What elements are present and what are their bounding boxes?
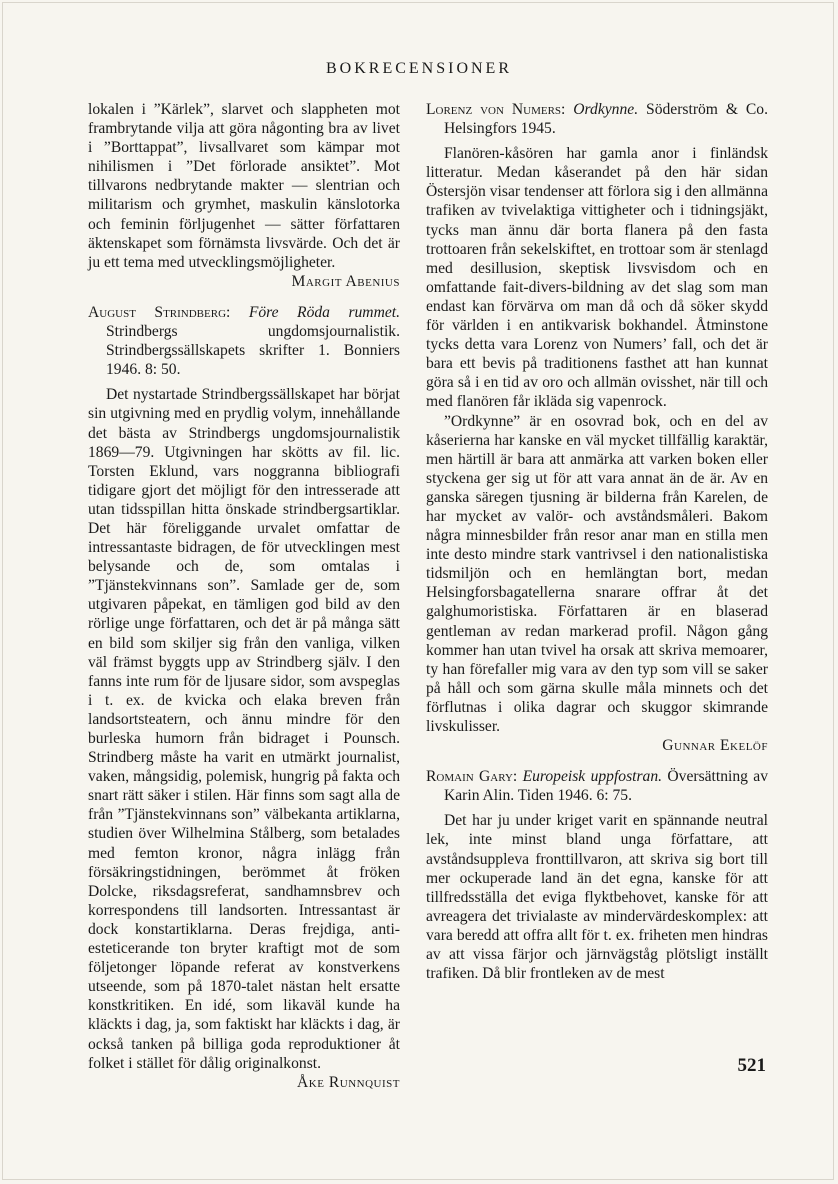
review-details: Söderström & Co. Helsingfors 1945. [444,101,768,138]
running-head: BOKRECENSIONER [325,60,512,77]
review-details: Översättning av Karin Alin. Tiden 1946. 6: 75. [444,768,768,805]
page-number: 521 [737,1055,766,1076]
review-title: Europeisk uppfostran. [522,768,663,786]
paragraph-kärlek-review-end: lokalen i ”Kärlek”, slarvet och slappheten mot frambrytande vilja att göra någonting bra av livet i ”Borttappat”, livsallvaret som kämpar mot nihilismen i ”Det förlorade ansiktet”. Mot tillvarons nedbrytande makter — slentrian och militarism och grymhet, maskulin känslotorka och feminin förljugenhet — sätter författaren äktenskapet som förnämsta livsvärde. Och det är ju ett tema med utvecklingsmöjligheter. [88,101,400,271]
review-author: Romain Gary [426,768,513,786]
review-author: Lorenz von Numers [426,101,562,118]
review-author: August Strindberg [88,303,227,321]
paragraph-ordkynne-2: ”Ordkynne” är en osovrad bok, och en del av kåserierna har kanske en väl mycket tillfällig karaktär, men härtill är bara att anmärka att varken boken eller styckena ger sig ut för att vara annat än de är. Av en ganska säregen tjusning är bilderna från Karelen, de har mycket av valör- och avståndsmåleri. Bakom några minnesbilder från resor anar man en stilla men inte desto mindre stark vantrivsel i den nationalistiska tidsmiljön och en hemlängtan bort, medan Helsingforsbagatellerna snarare offrar åt det galghumoristiska. Författaren är en blaserad gentleman av redan markerad profil. Någon gång kommer han utan tvivel ha orsak att skriva memoarer, ty han förefaller mig vara av den typ som vill se saker på håll och som gärna skulle måla minnets och det förflutnas i olika dagrar och skuggor skimrande livskulisser. [426,412,768,735]
paragraph-strindberg-review: Det nystartade Strindbergssällskapet har börjat sin utgivning med en prydlig volym, innehållande det bästa av Strindbergs ungdomsjournalistik 1869—79. Utgivningen har skötts av fil. lic. Torsten Eklund, vars noggranna bibliografi tidigare gjort det möjligt för den intresserade att utan tidsspillan hitta önskade strindbergsartiklar. Det här föreliggande urvalet omfattar de intressantaste bidragen, de för utvecklingen mest belysande och de, som omtalas i ”Tjänstekvinnans son”. Samlade ger de, som utgivaren påpekat, en tämligen god bild av den rörlige unge författaren, och det är på många sätt en bild som skiljer sig från den vanliga, vilken väl främst byggts upp av Strindberg själv. I den fanns inte rum för de ljusare sidor, som avspeglas i t. ex. de kvicka och elaka breven från landsortsteatern, och ännu mindre för den burleska humorn från bidraget i Pounsch. Strindberg måste ha varit en utmärkt journalist, vaken, mångsidig, polemisk, hungrig på fakta och snart rätt säker i stilen. Här finns som sagt alla de från ”Tjänstekvinnans son” välbekanta artiklarna, studien över Wilhelmina Stålberg, som betalades med femton kronor, några inlägg från försäkringstidningen, berömmet åt fröken Dolcke, riksdagsreferat, sandhamnsbrev och korrespondens till landsorten. Intressantast är dock konstartiklarna. Deras frejdiga, anti-esteticerande ton bryter kraftigt mot de som följetonger löpande referat av konstverkens utseende, som på 1870-talet nästan helt ersatte konstkritiken. En idé, som likaväl kunde ha kläckts i dag, ja, som faktiskt har kläckts i dag, är också tanken på billiga goda reproduktioner åt folket i stället för dålig originalkonst. [88,386,400,1072]
paragraph-ordkynne-1: Flanören-kåsören har gamla anor i finländsk litteratur. Medan kåserandet på den här sidan Östersjön visar tendenser att förlora sig i den allmänna trafiken av tvivelaktiga vittigheter och i tidningsjäkt, tycks man ännu där borta flanera på den fasta trottoaren från sekelskiftet, en trottoar som är stenlagd med desillusion, skeptisk livsvisdom och en omfattande fait-divers-bildning av det slag som man endast kan förvärva om man då och då söker skydd för världen i en antikvarisk bokhandel. Åtminstone tycks detta vara Lorenz von Numers’ fall, och det är bara ett bevis på traditionens fasthet att han kunnat göra så i en tid av oro och allmän ovisshet, när till och med flanören får ikläda sig vapenrock. [426,145,768,411]
signature-margit-abenius: Margit Abenius [291,272,400,290]
left-column [88,100,400,1092]
right-column [426,100,768,983]
review-details: Strindbergs ungdomsjournalistik. Strindbergssällskapets skrifter 1. Bonniers 1946. 8: 50. [106,323,400,379]
review-title: Före Röda rummet. [248,303,400,321]
review-title: Ordkynne. [573,101,639,118]
signature-ake-runnquist: Åke Runnquist [297,1073,400,1091]
review-heading-von-numers: Lorenz von Numers: Ordkynne. Söderström & Co. Helsingfors 1945. [426,101,768,138]
review-heading-gary: Romain Gary: Europeisk uppfostran. Översättning av Karin Alin. Tiden 1946. 6: 75. [426,768,768,805]
review-heading-strindberg: August Strindberg: Före Röda rummet. Strindbergs ungdomsjournalistik. Strindbergssällskapets skrifter 1. Bonniers 1946. 8: 50. [88,303,400,379]
paragraph-europeisk-uppfostran: Det har ju under kriget varit en spännande neutral lek, inte minst bland unga författare, att avståndsuppleva fronttillvaron, att skriva sig bort till mer ockuperade land än det egna, kanske för att tillfredsställa det eviga flyktbehovet, kanske för att avreagera det trivialaste av mindervärdeskomplex: att vara beredd att offra allt för t. ex. friheten men hindras av att vissa färjor och järnvägståg plötsligt inställt trafiken. Då blir frontleken av de mest [426,812,768,983]
signature-gunnar-ekelof: Gunnar Ekelöf [662,737,768,755]
